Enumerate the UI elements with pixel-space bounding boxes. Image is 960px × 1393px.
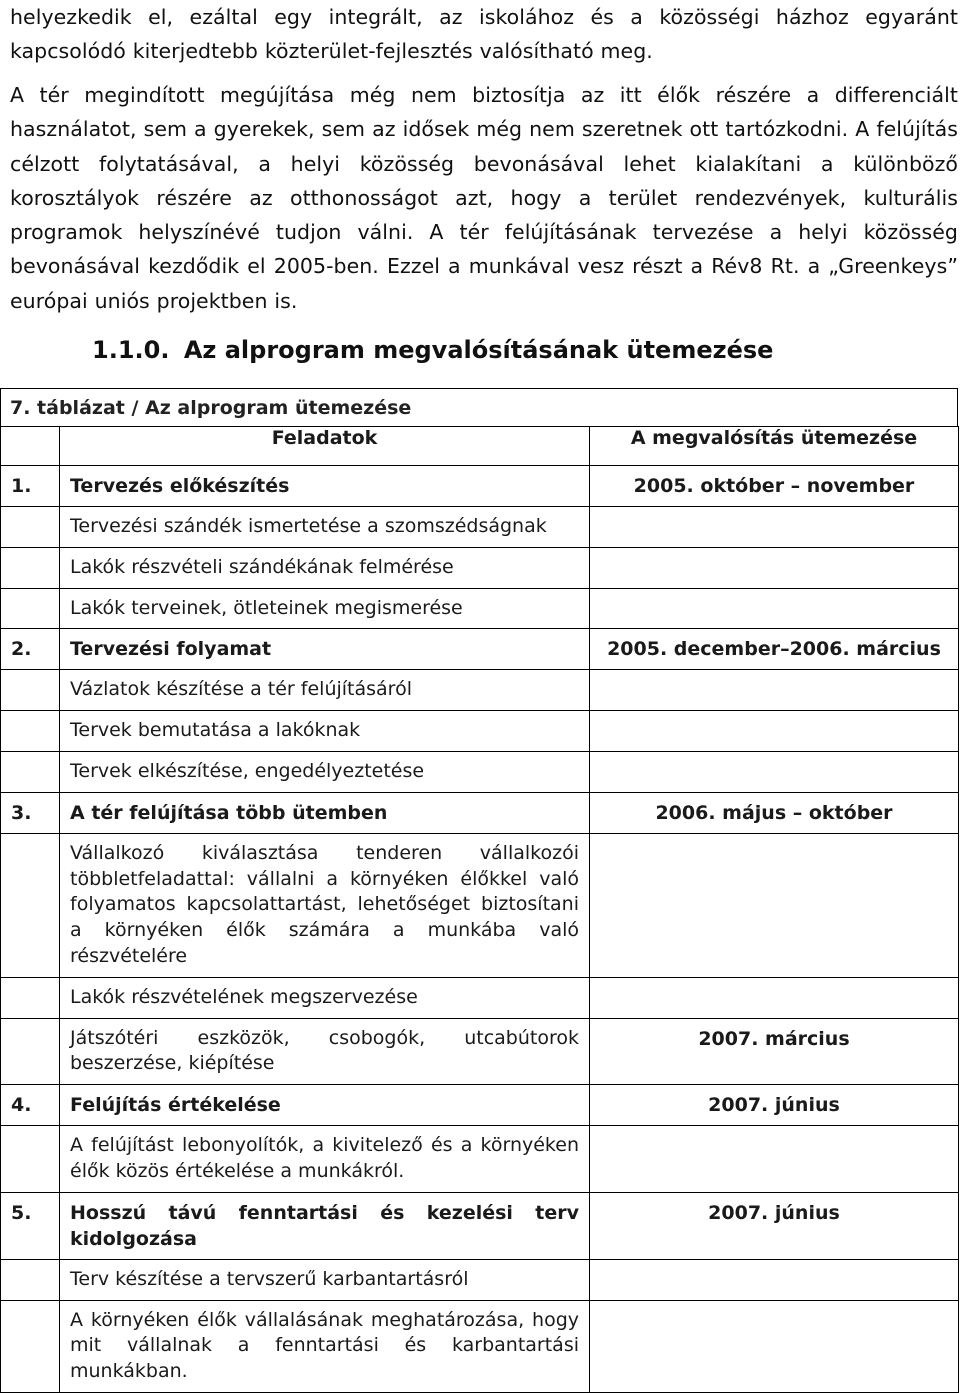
task-cell (60, 670, 590, 711)
task-date (590, 1126, 958, 1133)
task-number-cell (1, 1300, 60, 1392)
phase-date-cell (590, 1192, 959, 1259)
task-row (1, 588, 959, 629)
task-text: Lakók terveinek, ötleteinek megismerése (70, 596, 463, 619)
phase-row (1, 629, 959, 670)
task-date (590, 978, 958, 985)
phase-title-cell (60, 629, 590, 670)
task-cell (60, 977, 590, 1018)
phase-number: 3. (11, 801, 32, 824)
task-number-cell (1, 1126, 60, 1193)
task-row (1, 833, 959, 977)
task-date (590, 752, 958, 759)
task-row (1, 751, 959, 792)
phase-number-cell (1, 792, 60, 833)
task-number-cell (1, 670, 60, 711)
task-number-cell (1, 833, 60, 977)
header-tasks: Feladatok (60, 427, 590, 466)
table-header-row (1, 427, 959, 466)
phase-number-cell (1, 629, 60, 670)
task-date-cell (590, 507, 959, 548)
task-row (1, 1259, 959, 1300)
task-date-cell (590, 547, 959, 588)
task-row (1, 670, 959, 711)
phase-number-cell (1, 466, 60, 507)
task-date (590, 1301, 958, 1308)
phase-number-cell (1, 1192, 60, 1259)
phase-title: A tér felújítása több ütemben (70, 801, 388, 824)
phase-number: 5. (11, 1201, 32, 1224)
task-date-cell (590, 588, 959, 629)
task-text: Játszótéri eszközök, csobogók, utcabútorok beszerzése, kiépítése (70, 1026, 579, 1075)
task-text: A környéken élők vállalásának meghatározása, hogy mit vállalnak a fenntartási és karbantartási munkákban. (70, 1308, 579, 1383)
phase-date: 2005. október – november (633, 475, 915, 497)
task-text: Vállalkozó kiválasztása tenderen vállalkozói többletfeladattal: vállalni a környéken élőkkel való folyamatos kapcsolattartást, lehetőséget biztosítani a környéken élők számára a munkába való részvételére (70, 841, 579, 967)
task-cell (60, 1126, 590, 1193)
task-number-cell (1, 751, 60, 792)
section-heading (92, 333, 773, 367)
task-cell (60, 588, 590, 629)
task-number-cell (1, 507, 60, 548)
phase-date-cell (590, 792, 959, 833)
task-number-cell (1, 547, 60, 588)
task-row (1, 711, 959, 752)
phase-row (1, 1192, 959, 1259)
task-cell (60, 1018, 590, 1085)
header-schedule: A megvalósítás ütemezése (590, 427, 959, 466)
section-title: Az alprogram megvalósításának ütemezése (183, 336, 774, 364)
task-date: 2007. március (698, 1027, 850, 1050)
task-cell (60, 1300, 590, 1392)
task-date-cell (590, 977, 959, 1018)
task-date-cell (590, 1259, 959, 1300)
task-cell (60, 711, 590, 752)
phase-date-cell (590, 466, 959, 507)
phase-date: 2005. december–2006. március (607, 638, 941, 661)
task-text: A felújítást lebonyolítók, a kivitelező és a környéken élők közös értékelése a munkákról. (70, 1134, 579, 1182)
task-date-cell (590, 1300, 959, 1392)
task-date-cell (590, 711, 959, 752)
phase-title-cell (60, 1192, 590, 1259)
schedule-table (0, 426, 959, 1393)
task-text: Tervezési szándék ismertetése a szomszédságnak (70, 515, 547, 537)
phase-title-cell (60, 1085, 590, 1126)
task-cell (60, 547, 590, 588)
task-text: Tervek bemutatása a lakóknak (70, 719, 361, 742)
phase-title: Hosszú távú fenntartási és kezelési terv kidolgozása (70, 1201, 579, 1250)
task-cell (60, 1259, 590, 1300)
phase-date: 2007. június (708, 1201, 840, 1224)
phase-row (1, 792, 959, 833)
header-num-cell (1, 427, 60, 466)
task-row (1, 977, 959, 1018)
task-number-cell (1, 711, 60, 752)
task-cell (60, 751, 590, 792)
task-text: Lakók részvételi szándékának felmérése (70, 555, 454, 578)
task-number-cell (1, 1018, 60, 1085)
task-text: Terv készítése a tervszerű karbantartásról (70, 1267, 469, 1290)
task-date-cell (590, 1018, 959, 1085)
phase-date: 2007. június (708, 1094, 840, 1117)
task-cell (60, 833, 590, 977)
section-number: 1.1.0. (92, 336, 170, 364)
phase-title: Felújítás értékelése (70, 1094, 281, 1117)
task-date (590, 834, 958, 841)
task-row (1, 507, 959, 548)
task-text: Tervek elkészítése, engedélyeztetése (70, 759, 425, 782)
task-date-cell (590, 751, 959, 792)
task-date-cell (590, 1126, 959, 1193)
phase-number: 1. (11, 475, 32, 497)
task-row (1, 547, 959, 588)
task-date (590, 711, 958, 718)
phase-date: 2006. május – október (655, 801, 893, 824)
phase-title-cell (60, 466, 590, 507)
task-number-cell (1, 1259, 60, 1300)
task-text: Lakók részvételének megszervezése (70, 985, 418, 1008)
task-text: Vázlatok készítése a tér felújításáról (70, 678, 412, 701)
task-date (590, 670, 958, 677)
task-date (590, 548, 958, 555)
task-number-cell (1, 588, 60, 629)
phase-number: 4. (11, 1094, 32, 1117)
phase-title-cell (60, 792, 590, 833)
task-row (1, 1300, 959, 1392)
intro-paragraph-1: helyezkedik el, ezáltal egy integrált, az iskolához és a közösségi házhoz egyaránt kapcsolódó kiterjedtebb közterület-fejlesztés valósítható meg. (10, 5, 958, 64)
intro-paragraph-2: A tér megindított megújítása még nem biztosítja az itt élők részére a differenciált használatot, sem a gyerekek, sem az idősek még nem szeretnek ott tartózkodni. A felújítás célzott folytatásával, a helyi közösség bevonásával lehet kialakítani a különböző korosztályok részére az otthonosságot azt, hogy a terület rendezvények, kulturális programok helyszínévé tudjon válni. A tér felújításának tervezése a helyi közösség bevonásával kezdődik el 2005-ben. Ezzel a munkával vesz részt a Rév8 Rt. a „Greenkeys” európai uniós projektben is. (10, 83, 958, 313)
task-date-cell (590, 833, 959, 977)
table-caption: 7. táblázat / Az alprogram ütemezése (0, 388, 958, 426)
phase-number: 2. (11, 638, 32, 661)
task-row (1, 1126, 959, 1193)
phase-row (1, 466, 959, 507)
task-date (590, 507, 958, 514)
task-date (590, 589, 958, 596)
phase-date-cell (590, 629, 959, 670)
phase-title: Tervezési folyamat (70, 638, 272, 661)
phase-row (1, 1085, 959, 1126)
task-number-cell (1, 977, 60, 1018)
phase-title: Tervezés előkészítés (70, 475, 290, 497)
task-cell (60, 507, 590, 548)
task-date-cell (590, 670, 959, 711)
task-row (1, 1018, 959, 1085)
task-date (590, 1260, 958, 1267)
phase-date-cell (590, 1085, 959, 1126)
phase-number-cell (1, 1085, 60, 1126)
